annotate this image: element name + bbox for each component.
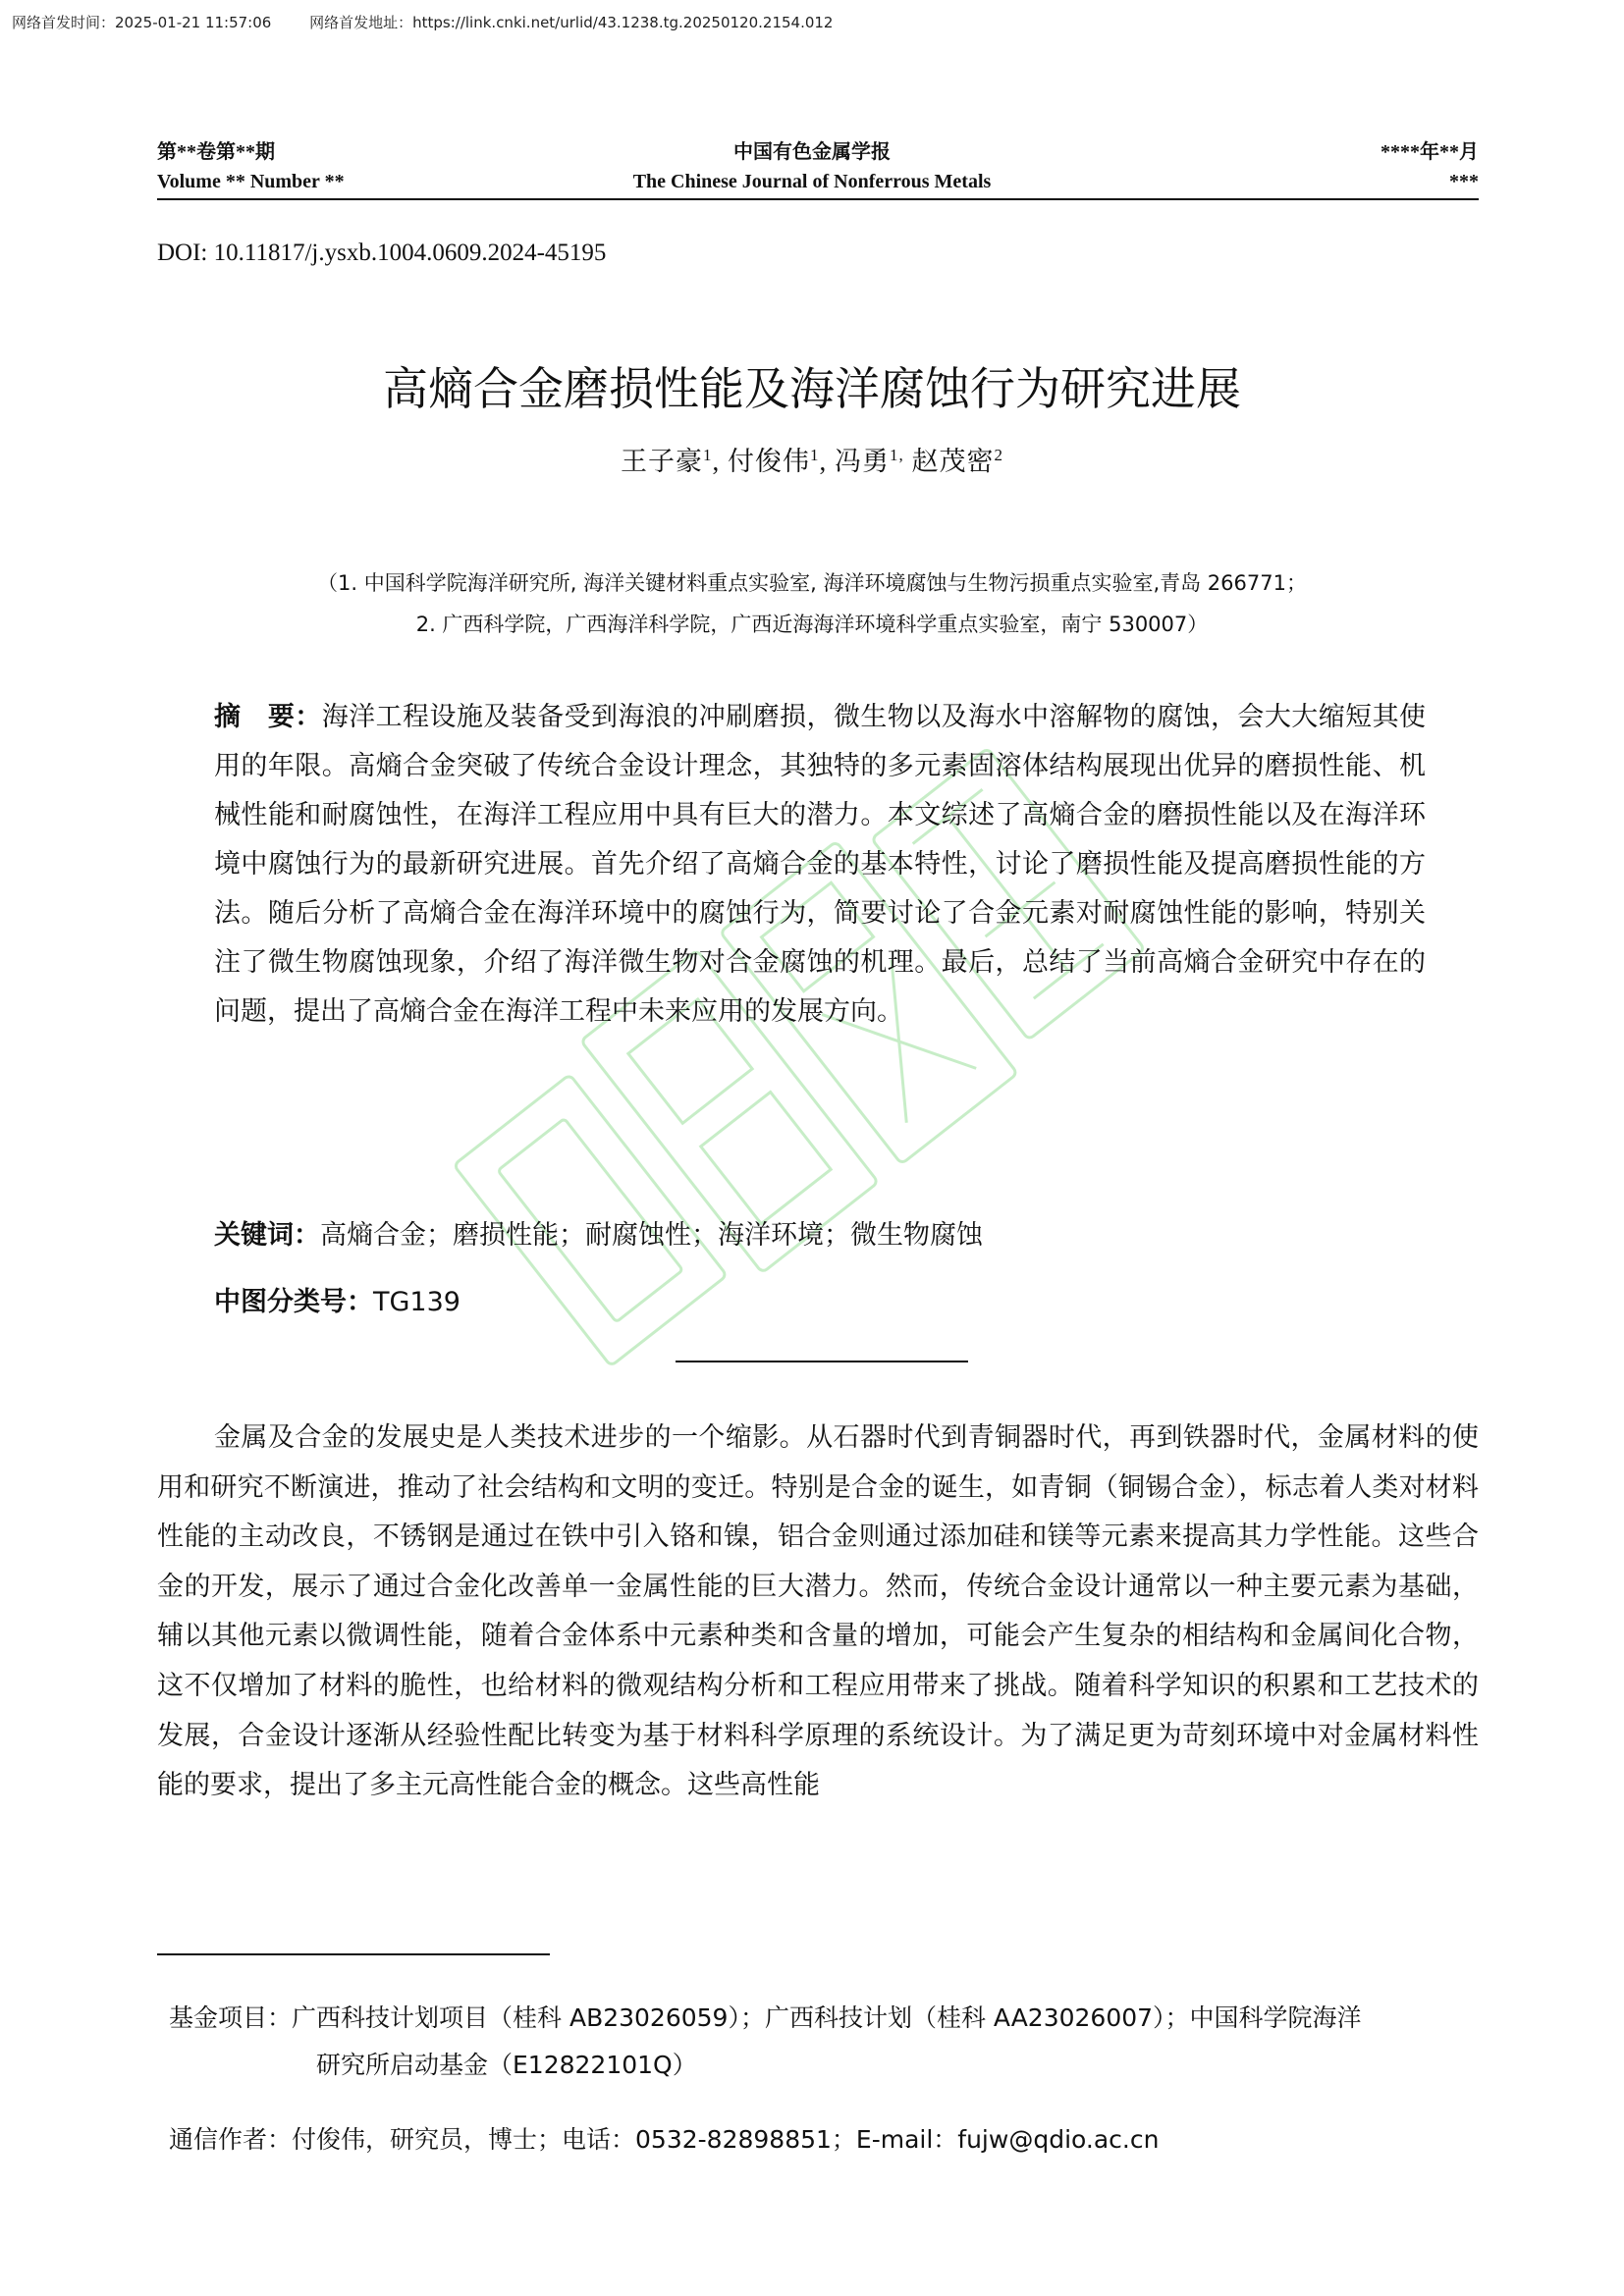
author-affiliation-mark: 1, xyxy=(890,446,904,464)
publish-time xyxy=(12,14,271,31)
keywords-label: 关键词： xyxy=(214,1220,320,1251)
body-paragraph: 金属及合金的发展史是人类技术进步的一个缩影。从石器时代到青铜器时代，再到铁器时代，金属材料的使用和研究不断演进，推动了社会结构和文明的变迁。特别是合金的诞生，如青铜（铜锡合金），标志着人类对材料性能的主动改良，不锈钢是通过在铁中引入铬和镍，铝合金则通过添加硅和镁等元素来提高其力学性能。这些合金的开发，展示了通过合金化改善单一金属性能的巨大潜力。然而，传统合金设计通常以一种主要元素为基础，辅以其他元素以微调性能，随着合金体系中元素种类和含量的增加，可能会产生复杂的相结构和金属间化合物，这不仅增加了材料的脆性，也给材料的微观结构分析和工程应用带来了挑战。随着科学知识的积累和工艺技术的发展，合金设计逐渐从经验性配比转变为基于材料科学原理的系统设计。为了满足更为苛刻环境中对金属材料性能的要求，提出了多主元高性能合金的概念。这些高性能 xyxy=(157,1422,1479,1801)
corresponding-author-footnote xyxy=(169,2116,1485,2163)
volume-cn: 第**卷第**期 xyxy=(157,141,275,163)
doi[interactable]: DOI: 10.11817/j.ysxb.1004.0609.2024-45195 xyxy=(157,240,607,266)
abstract-text: 海洋工程设施及装备受到海浪的冲刷磨损，微生物以及海水中溶解物的腐蚀，会大大缩短其使用的年限。高熵合金突破了传统合金设计理念，其独特的多元素固溶体结构展现出优异的磨损性能、机械性能和耐腐蚀性，在海洋工程应用中具有巨大的潜力。本文综述了高熵合金的磨损性能以及在海洋环境中腐蚀行为的最新研究进展。首先介绍了高熵合金的基本特性，讨论了磨损性能及提高磨损性能的方法。随后分析了高熵合金在海洋环境中的腐蚀行为，简要讨论了合金元素对耐腐蚀性能的影响，特别关注了微生物腐蚀现象，介绍了海洋微生物对合金腐蚀的机理。最后，总结了当前高熵合金研究中存在的问题，提出了高熵合金在海洋工程中未来应用的发展方向。 xyxy=(214,702,1427,1027)
author-separator: , xyxy=(819,447,835,476)
classification-value: TG139 xyxy=(373,1287,460,1317)
author xyxy=(835,447,912,476)
affiliation-line-2: 2. 广西科学院，广西海洋科学院，广西近海海洋环境科学重点实验室，南宁 530007） xyxy=(415,613,1209,636)
volume-en: Volume ** Number ** xyxy=(157,171,345,192)
section-divider xyxy=(676,1361,968,1362)
keywords xyxy=(214,1211,1426,1260)
author-name: 付俊伟 xyxy=(728,447,810,476)
volume-info xyxy=(157,137,345,196)
journal-name-cn: 中国有色金属学报 xyxy=(733,141,891,163)
funding-footnote xyxy=(169,1995,1485,2089)
funding-text-2: 研究所启动基金（E12822101Q） xyxy=(316,2051,697,2079)
author-separator: , xyxy=(712,447,728,476)
author-affiliation-mark: 2 xyxy=(994,446,1003,464)
author xyxy=(621,447,728,476)
author-name: 王子豪 xyxy=(621,447,703,476)
publish-url-link[interactable]: https://link.cnki.net/urlid/43.1238.tg.20250120.2154.012 xyxy=(412,14,834,31)
author-affiliation-mark: 1 xyxy=(810,446,820,464)
date-cn: ****年**月 xyxy=(1380,141,1479,163)
abstract xyxy=(214,693,1426,1037)
author-name: 冯勇 xyxy=(835,447,890,476)
affiliation-line-1: （1. 中国科学院海洋研究所, 海洋关键材料重点实验室, 海洋环境腐蚀与生物污损重点实验室,青岛 266771； xyxy=(317,571,1307,595)
keywords-text: 高熵合金；磨损性能；耐腐蚀性；海洋环境；微生物腐蚀 xyxy=(320,1220,983,1251)
header-divider xyxy=(157,198,1479,200)
author xyxy=(912,447,1004,476)
funding-line-1 xyxy=(169,1995,1485,2042)
publish-url xyxy=(309,14,833,31)
author-name: 赵茂密 xyxy=(911,447,995,476)
funding-text-1: 广西科技计划项目（桂科 AB23026059）；广西科技计划（桂科 AA23026007）；中国科学院海洋 xyxy=(292,2003,1362,2032)
author-separator xyxy=(904,447,912,476)
abstract-label: 摘 要： xyxy=(214,702,322,732)
corresponding-label: 通信作者： xyxy=(169,2125,293,2154)
funding-label: 基金项目： xyxy=(169,2003,293,2032)
date-en: *** xyxy=(1449,171,1479,192)
corresponding-text: 付俊伟，研究员，博士；电话：0532-82898851；E-mail：fujw@qdio.ac.cn xyxy=(292,2125,1160,2154)
journal-name xyxy=(393,137,1231,196)
publish-url-label: 网络首发地址： xyxy=(309,14,413,31)
online-publication-bar xyxy=(12,12,866,32)
classification-number xyxy=(214,1278,1426,1327)
author-affiliation-mark: 1 xyxy=(703,446,713,464)
classification-label: 中图分类号： xyxy=(214,1287,373,1317)
author-list xyxy=(0,440,1624,478)
footnote-divider xyxy=(157,1953,550,1955)
journal-name-en: The Chinese Journal of Nonferrous Metals xyxy=(632,171,992,192)
paper-title: 高熵合金磨损性能及海洋腐蚀行为研究进展 xyxy=(383,362,1241,415)
publish-time-value: 2025-01-21 11:57:06 xyxy=(115,14,272,31)
publish-time-label: 网络首发时间： xyxy=(12,14,116,31)
issue-date xyxy=(1380,137,1479,196)
author xyxy=(728,447,835,476)
